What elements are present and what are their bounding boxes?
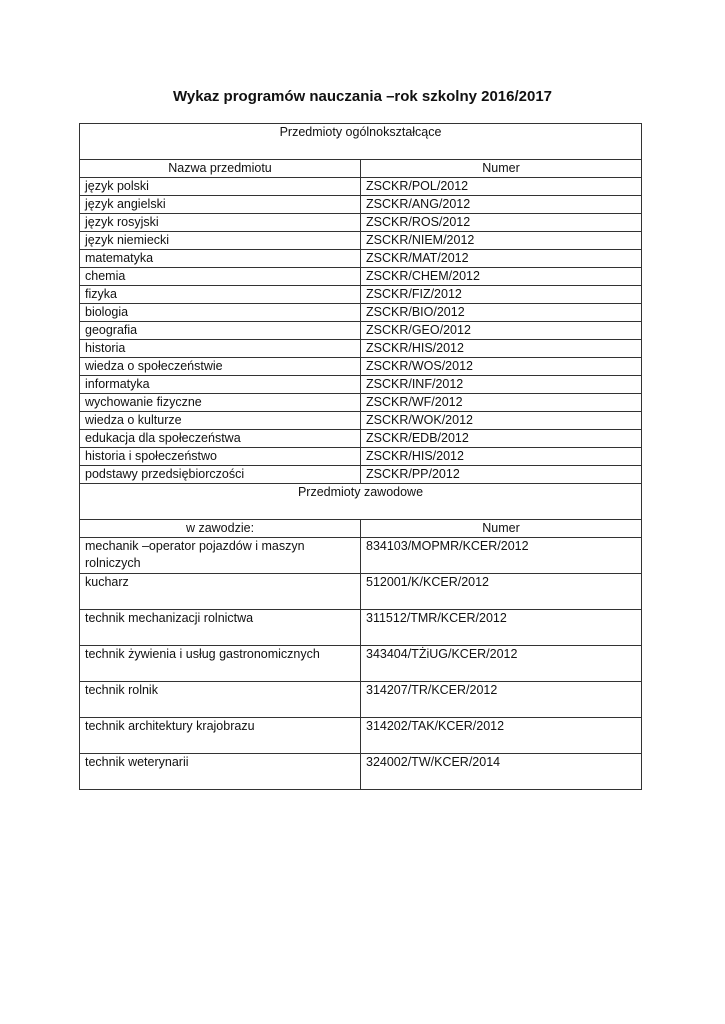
subject-name: podstawy przedsiębiorczości (80, 466, 361, 484)
table-row (80, 574, 642, 610)
table-row (80, 268, 642, 286)
column-header-number: Numer (361, 160, 642, 178)
table-row (80, 322, 642, 340)
profession-name: technik mechanizacji rolnictwa (80, 610, 361, 646)
program-number: 512001/K/KCER/2012 (361, 574, 642, 610)
subject-name: wiedza o kulturze (80, 412, 361, 430)
table-row (80, 646, 642, 682)
programs-table (79, 123, 642, 790)
subject-name: język niemiecki (80, 232, 361, 250)
table-row (80, 718, 642, 754)
program-number: ZSCKR/WF/2012 (361, 394, 642, 412)
program-number: 314202/TAK/KCER/2012 (361, 718, 642, 754)
program-number: 834103/MOPMR/KCER/2012 (361, 538, 642, 574)
subject-name: język rosyjski (80, 214, 361, 232)
program-number: ZSCKR/MAT/2012 (361, 250, 642, 268)
section-header-vocational (80, 484, 642, 520)
column-header-profession: w zawodzie: (80, 520, 361, 538)
column-header-row (80, 160, 642, 178)
profession-name: technik architektury krajobrazu (80, 718, 361, 754)
table-row (80, 250, 642, 268)
page-title: Wykaz programów nauczania –rok szkolny 2016/2017 (172, 88, 553, 105)
program-number: ZSCKR/ROS/2012 (361, 214, 642, 232)
table-row (80, 682, 642, 718)
subject-name: wiedza o społeczeństwie (80, 358, 361, 376)
profession-name: technik rolnik (80, 682, 361, 718)
table-row (80, 538, 642, 574)
section-title: Przedmioty zawodowe (80, 484, 642, 520)
program-number: ZSCKR/POL/2012 (361, 178, 642, 196)
program-number: ZSCKR/INF/2012 (361, 376, 642, 394)
subject-name: historia i społeczeństwo (80, 448, 361, 466)
subject-name: informatyka (80, 376, 361, 394)
subject-name: historia (80, 340, 361, 358)
table-row (80, 286, 642, 304)
table-row (80, 214, 642, 232)
table-row (80, 412, 642, 430)
table-row (80, 304, 642, 322)
table-row (80, 376, 642, 394)
program-number: ZSCKR/NIEM/2012 (361, 232, 642, 250)
program-number: 314207/TR/KCER/2012 (361, 682, 642, 718)
column-header-number: Numer (361, 520, 642, 538)
program-number: 311512/TMR/KCER/2012 (361, 610, 642, 646)
table-row (80, 394, 642, 412)
section-title: Przedmioty ogólnokształcące (80, 124, 642, 160)
program-number: ZSCKR/PP/2012 (361, 466, 642, 484)
program-number: ZSCKR/BIO/2012 (361, 304, 642, 322)
profession-name: technik weterynarii (80, 754, 361, 790)
table-row (80, 196, 642, 214)
table-row (80, 430, 642, 448)
section-header-general (80, 124, 642, 160)
program-number: ZSCKR/ANG/2012 (361, 196, 642, 214)
subject-name: edukacja dla społeczeństwa (80, 430, 361, 448)
column-header-row (80, 520, 642, 538)
profession-name: technik żywienia i usług gastronomicznych (80, 646, 361, 682)
column-header-name: Nazwa przedmiotu (80, 160, 361, 178)
table-row (80, 466, 642, 484)
subject-name: fizyka (80, 286, 361, 304)
subject-name: wychowanie fizyczne (80, 394, 361, 412)
program-number: ZSCKR/HIS/2012 (361, 448, 642, 466)
program-number: ZSCKR/WOK/2012 (361, 412, 642, 430)
program-number: ZSCKR/CHEM/2012 (361, 268, 642, 286)
table-row (80, 754, 642, 790)
subject-name: geografia (80, 322, 361, 340)
profession-name: kucharz (80, 574, 361, 610)
program-number: 343404/TŻiUG/KCER/2012 (361, 646, 642, 682)
subject-name: matematyka (80, 250, 361, 268)
program-number: ZSCKR/EDB/2012 (361, 430, 642, 448)
program-number: ZSCKR/GEO/2012 (361, 322, 642, 340)
table-row (80, 178, 642, 196)
subject-name: biologia (80, 304, 361, 322)
table-row (80, 358, 642, 376)
table-row (80, 232, 642, 250)
subject-name: chemia (80, 268, 361, 286)
table-row (80, 448, 642, 466)
table-row (80, 340, 642, 358)
program-number: ZSCKR/FIZ/2012 (361, 286, 642, 304)
subject-name: język polski (80, 178, 361, 196)
program-number: ZSCKR/WOS/2012 (361, 358, 642, 376)
program-number: ZSCKR/HIS/2012 (361, 340, 642, 358)
table-row (80, 610, 642, 646)
subject-name: język angielski (80, 196, 361, 214)
profession-name: mechanik –operator pojazdów i maszyn rolniczych (80, 538, 361, 574)
program-number: 324002/TW/KCER/2014 (361, 754, 642, 790)
